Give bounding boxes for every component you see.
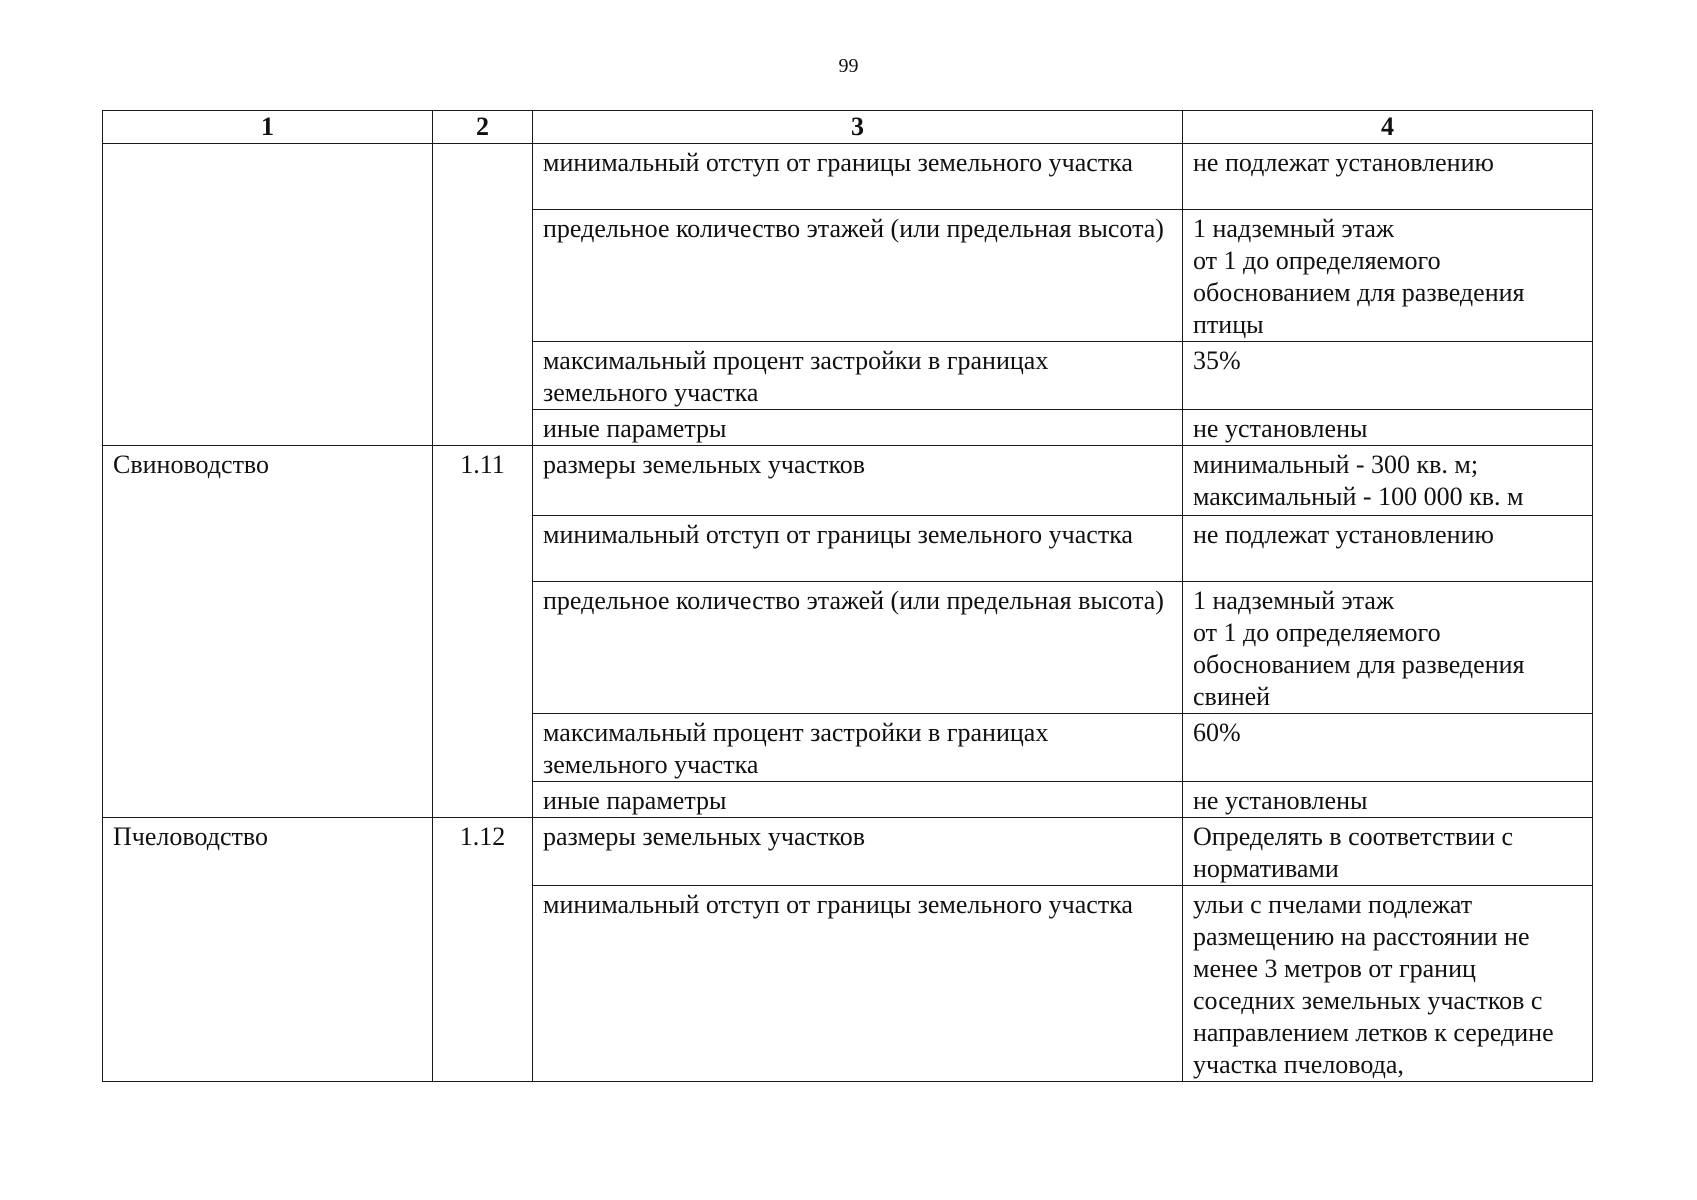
parameter-value: 35% — [1183, 342, 1593, 410]
parameter-name: максимальный процент застройки в границах земельного участка — [533, 342, 1183, 410]
parameter-name: иные параметры — [533, 410, 1183, 446]
parameter-value: 1 надземный этаж от 1 до определяемого обоснованием для разведения свиней — [1183, 582, 1593, 714]
parameter-name: максимальный процент застройки в границах земельного участка — [533, 714, 1183, 782]
parameter-name: размеры земельных участков — [533, 446, 1183, 516]
parameter-value: не установлены — [1183, 410, 1593, 446]
header-cell-1: 1 — [103, 111, 433, 144]
parameter-value: не подлежат установлению — [1183, 144, 1593, 210]
parameter-name: предельное количество этажей (или предельная высота) — [533, 582, 1183, 714]
header-cell-4: 4 — [1183, 111, 1593, 144]
land-use-code: 1.12 — [433, 818, 533, 1082]
header-cell-3: 3 — [533, 111, 1183, 144]
land-use-name — [103, 144, 433, 446]
header-row — [103, 111, 1593, 144]
table-row — [103, 818, 1593, 886]
land-use-code: 1.11 — [433, 446, 533, 818]
parameter-value: не установлены — [1183, 782, 1593, 818]
header-cell-2: 2 — [433, 111, 533, 144]
parameter-value: 60% — [1183, 714, 1593, 782]
table-row — [103, 144, 1593, 210]
parameter-name: предельное количество этажей (или предельная высота) — [533, 210, 1183, 342]
parameter-value: ульи с пчелами подлежат размещению на расстоянии не менее 3 метров от границ соседних земельных участков с направлением летков к середине участка пчеловода, — [1183, 886, 1593, 1082]
parameter-value: 1 надземный этаж от 1 до определяемого обоснованием для разведения птицы — [1183, 210, 1593, 342]
table-row — [103, 446, 1593, 516]
parameter-name: минимальный отступ от границы земельного участка — [533, 516, 1183, 582]
parameter-name: минимальный отступ от границы земельного участка — [533, 886, 1183, 1082]
parameter-value: Определять в соответствии с нормативами — [1183, 818, 1593, 886]
parameter-name: минимальный отступ от границы земельного участка — [533, 144, 1183, 210]
land-use-code — [433, 144, 533, 446]
parameter-name: размеры земельных участков — [533, 818, 1183, 886]
regulations-table — [102, 110, 1593, 1082]
parameter-value: не подлежат установлению — [1183, 516, 1593, 582]
land-use-name: Пчеловодство — [103, 818, 433, 1082]
parameter-value: минимальный - 300 кв. м; максимальный - 100 000 кв. м — [1183, 446, 1593, 516]
parameter-name: иные параметры — [533, 782, 1183, 818]
page-number: 99 — [838, 55, 859, 77]
land-use-name: Свиноводство — [103, 446, 433, 818]
